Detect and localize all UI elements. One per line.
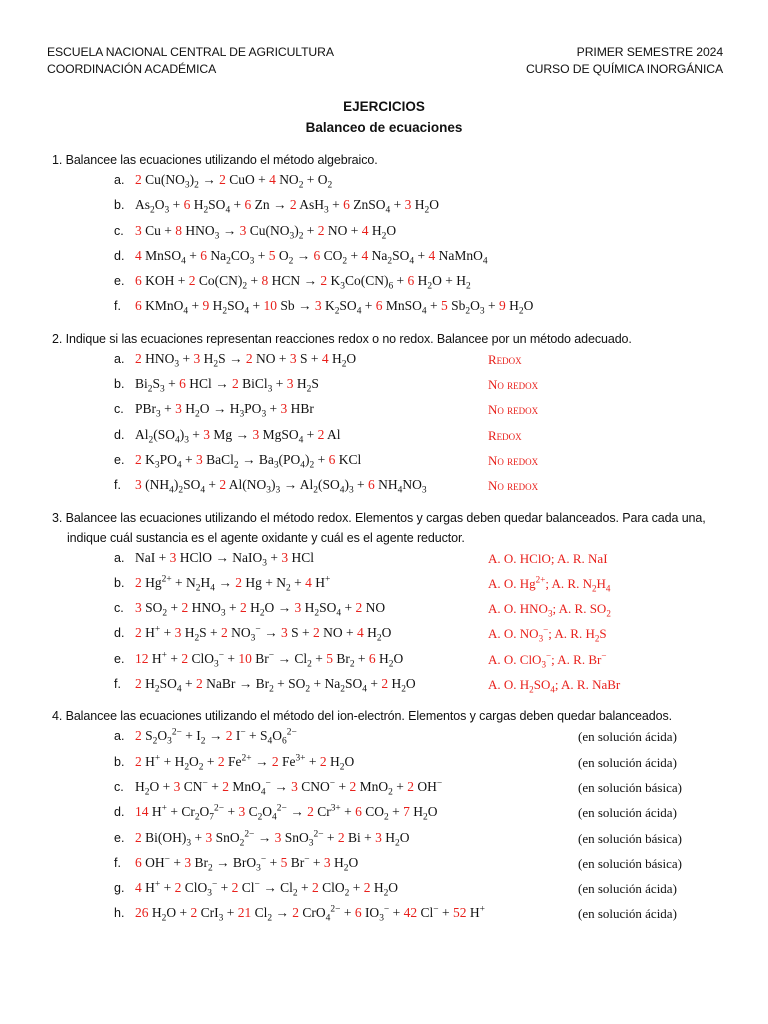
chemical-equation: 26 $H_2O + 2$ CrI$_3$ + 21 $Cl_2 \to 2$ CrO$_4^{2-}$ + 6 $IO_3^- + 42$ Cl− + 52 H+ [135, 904, 485, 925]
item-letter: a. [114, 351, 125, 366]
school-name: ESCUELA NACIONAL CENTRAL DE AGRICULTURA [47, 45, 334, 59]
exercise-item [0, 548, 768, 573]
item-letter: c. [114, 779, 124, 794]
exercise-item [0, 374, 768, 399]
exercise-section [0, 329, 768, 501]
item-letter: b. [114, 198, 125, 213]
item-letter: d. [114, 805, 125, 820]
chemical-equation: $Al_2(SO_4)_3 + 3$ Mg → 3 MgSO$_4$ + 2 Al [135, 426, 341, 446]
solution-condition: (en solución ácida) [578, 754, 677, 770]
chemical-equation: 2 $H^+ + H_2O_2 + 2$ $Fe^{2+} \to 2$ $Fe^{3+} + 2$ $H_2O$ [135, 753, 355, 773]
chemical-equation: 2 H+ + 3 $H_2S + 2$ $NO_3^- \to 3$ S + 2 NO + 4 $H_2O$ [135, 624, 392, 645]
solution-condition: (en solución ácida) [578, 805, 677, 821]
section-instruction: 1. Balancee las ecuaciones utilizando el método algebraico. [52, 153, 378, 167]
department-name: COORDINACIÓN ACADÉMICA [47, 62, 217, 76]
chemical-equation: 2 $S_2O_3^{2-} + I_2 \to 2$ $I^- + S_4O_6^{2-}$ [135, 727, 297, 748]
chemical-equation: 14 $H^+ + Cr_2O_7^{2-} + 3$ $C_2O_4^{2-} \to 2$ $Cr^{3+} + 6$ $CO_2 + 7$ $H_2O$ [135, 803, 438, 823]
solution-condition: (en solución básica) [578, 830, 682, 846]
solution-condition: (en solución básica) [578, 855, 682, 871]
answer-label: A. O. $H_2SO_4$; A. R. NaBr [488, 677, 621, 695]
section-instruction: 2. Indique si las ecuaciones representan reacciones redox o no redox. Balancee por un método adecuado. [52, 331, 632, 346]
answer-label: Redox [488, 351, 522, 367]
item-letter: f. [114, 677, 121, 692]
chemical-equation: $As_2O_3 + 6$ $H_2SO_4 + 6$ Zn → 2 AsH$_3$ + 6 ZnSO$_4$ + 3 $H_2O$ [135, 197, 439, 216]
item-letter: d. [114, 248, 125, 263]
exercise-item [0, 399, 768, 424]
exercise-item [0, 878, 768, 903]
exercise-item [0, 425, 768, 450]
item-letter: d. [114, 427, 125, 442]
exercise-section [0, 508, 768, 700]
exercise-item [0, 475, 768, 500]
item-letter: b. [114, 377, 125, 392]
chemical-equation: 2 $Cu(NO_3)_2 \to 2$ CuO + 4 $NO_2 + O_2$ [135, 172, 333, 191]
exercise-item [0, 221, 768, 246]
answer-label: No redox [488, 452, 539, 468]
chemical-equation: 2 $H_2SO_4 + 2$ NaBr → $Br_2 + SO_2 + Na_2SO_4 + 2$ $H_2O$ [135, 676, 416, 695]
exercise-item [0, 853, 768, 878]
item-letter: c. [114, 223, 124, 238]
exercise-list [0, 150, 768, 936]
item-letter: c. [114, 601, 124, 616]
item-letter: a. [114, 550, 125, 565]
exercise-item [0, 598, 768, 623]
exercise-section [0, 150, 768, 322]
exercise-item [0, 777, 768, 802]
exercise-item [0, 271, 768, 296]
exercise-item [0, 296, 768, 321]
item-letter: e. [114, 651, 125, 666]
chemical-equation: 2 $Hg^{2+} + N_2H_4 \to 2$ $Hg + N_2 + 4$ H+ [135, 574, 331, 594]
answer-label: A. O. $NO_3^-$; A. R. $H_2S$ [488, 625, 607, 645]
chemical-equation: PBr$_3$ + 3 $H_2O \to H_3PO_3 + 3$ HBr [135, 401, 314, 421]
answer-label: A. O. $HNO_3$; A. R. $SO_2$ [488, 601, 611, 619]
chemical-equation: $H_2O + 3$ CN− + 2 MnO$_4$− → 3 CNO− + 2 MnO$_2$ + 2 OH− [135, 778, 443, 798]
answer-label: Redox [488, 427, 522, 443]
exercise-item [0, 903, 768, 928]
header-right [526, 44, 723, 78]
item-letter: f. [114, 855, 121, 870]
item-letter: b. [114, 754, 125, 769]
answer-label: No redox [488, 478, 539, 494]
item-letter: a. [114, 729, 125, 744]
item-letter: h. [114, 906, 125, 921]
item-letter: e. [114, 274, 125, 289]
exercise-item [0, 170, 768, 195]
item-letter: b. [114, 575, 125, 590]
chemical-equation: 6 KMnO$_4$ + 9 $H_2SO_4 + 10$ Sb → 3 $K_2SO_4 + 6$ MnSO$_4$ + 5 $Sb_2O_3 + 9$ $H_2O$ [135, 298, 534, 318]
answer-label: No redox [488, 377, 539, 393]
exercise-item [0, 195, 768, 220]
answer-label: A. O. HClO; A. R. NaI [488, 550, 608, 566]
item-letter: c. [114, 402, 124, 417]
answer-label: A. O. $Hg^{2+}$; A. R. $N_2H_4$ [488, 574, 611, 594]
exercise-item [0, 450, 768, 475]
chemical-equation: 3 $(NH_4)_2SO_4 + 2$ $Al(NO_3)_3 \to Al_2(SO_4)_3 + 6$ $NH_4NO_3$ [135, 477, 427, 496]
exercise-section [0, 706, 768, 928]
section-instruction: 4. Balancee las ecuaciones utilizando el método del ion-electrón. Elementos y cargas deben quedar balanceados. [52, 709, 672, 724]
chemical-equation: 4 H+ + 2 ClO$_3$− + 2 $Cl^- \to Cl_2 + 2$ ClO$_2$ + 2 $H_2O$ [135, 879, 399, 899]
course-name: CURSO DE QUÍMICA INORGÁNICA [525, 62, 723, 76]
exercise-item [0, 726, 768, 751]
chemical-equation: NaI + 3 HClO → NaIO$_3$ + 3 HCl [135, 549, 314, 569]
section-instruction: 3. Balancee las ecuaciones utilizando el método redox. Elementos y cargas deben quedar balanceados. Para cada una, indique cuál sustancia es el agente oxidante y cuál es el agente reductor. [52, 510, 706, 545]
exercise-item [0, 573, 768, 598]
title-block [0, 96, 768, 138]
answer-label: A. O. ClO$_3$−; A. R. Br− [488, 650, 607, 670]
chemical-equation: 12 H+ + 2 ClO$_3$− + 10 $Br^- \to Cl_2 + 5$ $Br_2 + 6$ $H_2O$ [135, 650, 404, 670]
item-letter: f. [114, 478, 121, 493]
item-letter: f. [114, 299, 121, 314]
chemical-equation: 6 OH− + 3 $Br_2 \to BrO_3^- + 5$ Br− + 3 $H_2O$ [135, 854, 359, 874]
exercise-item [0, 752, 768, 777]
exercise-item [0, 674, 768, 699]
chemical-equation: 2 $Bi(OH)_3 + 3$ SnO$_2^{2-}$ → 3 SnO$_3^{2-}$ + 2 Bi + 3 $H_2O$ [135, 829, 410, 849]
chemical-equation: 3 Cu + 8 $HNO_3 \to 3$ $Cu(NO_3)_2 + 2$ NO + 4 $H_2O$ [135, 222, 397, 242]
item-letter: d. [114, 626, 125, 641]
exercise-item [0, 649, 768, 674]
exercise-item [0, 349, 768, 374]
semester: PRIMER SEMESTRE 2024 [576, 45, 723, 59]
item-letter: a. [114, 173, 125, 187]
page-subtitle: Balanceo de ecuaciones [305, 120, 463, 135]
answer-label: No redox [488, 402, 539, 418]
item-letter: e. [114, 830, 125, 845]
chemical-equation: $Bi_2S_3 + 6$ HCl → 2 BiCl$_3$ + 3 $H_2S$ [135, 376, 319, 395]
page-title: EJERCICIOS [343, 99, 425, 114]
solution-condition: (en solución ácida) [578, 906, 677, 922]
solution-condition: (en solución ácida) [578, 729, 677, 745]
exercise-item [0, 623, 768, 648]
item-letter: e. [114, 452, 125, 467]
chemical-equation: 2 $HNO_3 + 3$ $H_2S \to 2$ NO + 3 S + 4 $H_2O$ [135, 350, 357, 370]
chemical-equation: 4 MnSO$_4$ + 6 $Na_2CO_3 + 5$ $O_2 \to 6$ $CO_2 + 4$ $Na_2SO_4 + 4$ NaMnO$_4$ [135, 247, 488, 267]
solution-condition: (en solución básica) [578, 779, 682, 795]
chemical-equation: 6 KOH + 2 $Co(CN)_2 + 8$ HCN → 2 $K_3Co(CN)_6 + 6$ $H_2O + H_2$ [135, 273, 471, 292]
header-left [47, 44, 334, 78]
solution-condition: (en solución ácida) [578, 881, 677, 897]
item-letter: g. [114, 881, 125, 896]
exercise-item [0, 802, 768, 827]
exercise-item [0, 828, 768, 853]
chemical-equation: 2 $K_3PO_4 + 3$ BaCl$_2$ → $Ba_3(PO_4)_2 + 6$ KCl [135, 451, 362, 471]
exercise-item [0, 246, 768, 271]
chemical-equation: 3 $SO_2 + 2$ $HNO_3 + 2$ $H_2O \to 3$ $H_2SO_4 + 2$ NO [135, 600, 386, 619]
